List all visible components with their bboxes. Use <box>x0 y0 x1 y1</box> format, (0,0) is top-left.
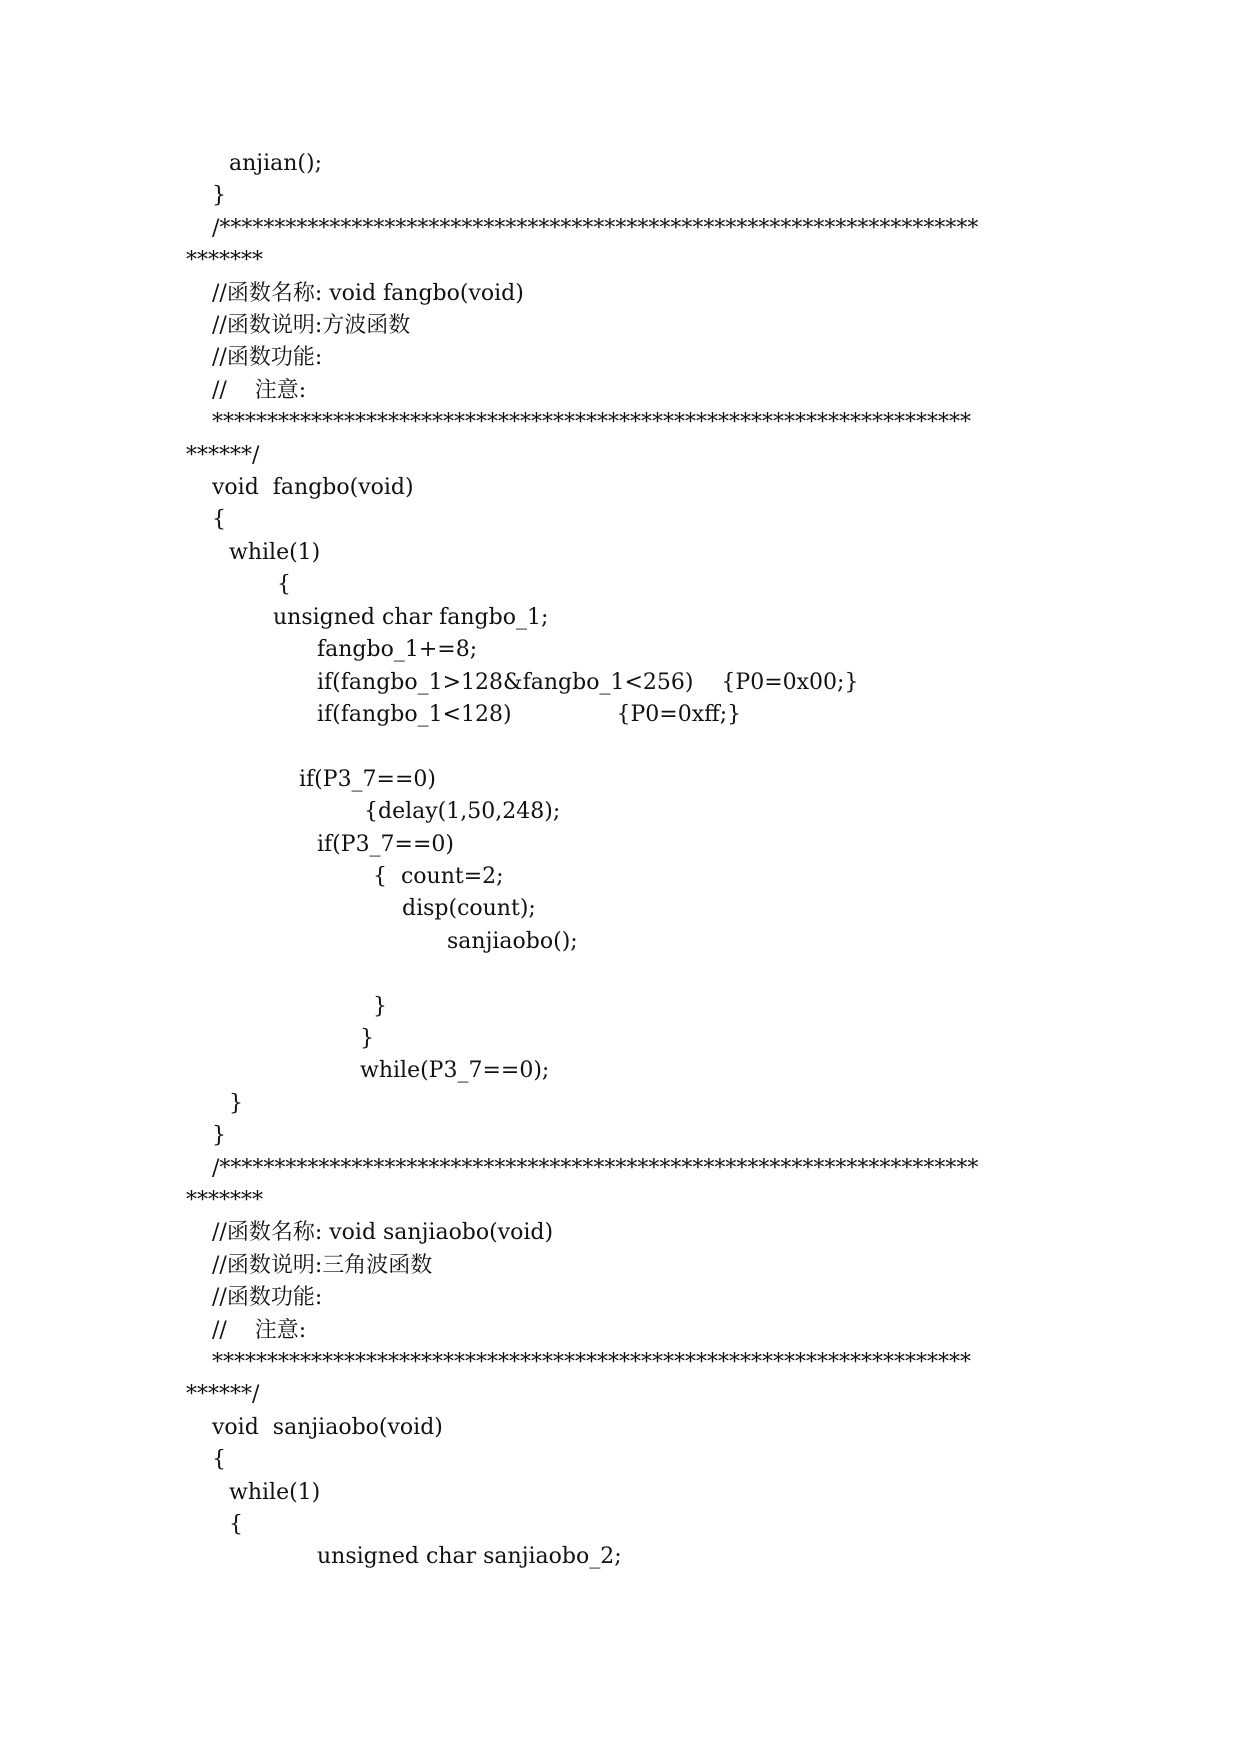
code-line: unsigned char sanjiaobo_2; <box>317 1544 622 1569</box>
code-line: while(1) <box>229 1480 321 1505</box>
code-line: { <box>212 1447 226 1472</box>
code-line: if(P3_7==0) <box>299 767 437 792</box>
code-line: while(P3_7==0); <box>360 1058 550 1083</box>
code-line: if(fangbo_1<128) {P0=0xff;} <box>317 702 742 727</box>
code-line: //函数功能: <box>212 1285 323 1310</box>
code-line: } <box>373 994 387 1019</box>
code-line: //函数说明:三角波函数 <box>212 1253 433 1278</box>
code-line: } <box>212 1123 226 1148</box>
code-line: /********************************************************************* <box>212 1156 979 1181</box>
code-line: fangbo_1+=8; <box>317 637 478 662</box>
code-line: { <box>212 507 226 532</box>
code-line: unsigned char fangbo_1; <box>273 605 549 630</box>
code-line: anjian(); <box>229 151 323 176</box>
code-line: while(1) <box>229 540 321 565</box>
code-line: if(P3_7==0) <box>317 832 455 857</box>
code-line: //函数名称: void sanjiaobo(void) <box>212 1220 554 1245</box>
code-line: { <box>229 1512 243 1537</box>
code-line: { <box>277 572 291 597</box>
code-line: // 注意: <box>212 1318 307 1343</box>
code-line: { count=2; <box>373 864 504 889</box>
code-line: //函数说明:方波函数 <box>212 313 411 338</box>
code-line: ******/ <box>186 443 260 468</box>
code-line: ******* <box>186 248 263 273</box>
code-line: /********************************************************************* <box>212 216 979 241</box>
code-line: ********************************************************************* <box>212 1350 971 1375</box>
code-line: sanjiaobo(); <box>447 929 578 954</box>
code-line: if(fangbo_1>128&fangbo_1<256) {P0=0x00;} <box>317 670 859 695</box>
code-line: //函数功能: <box>212 345 323 370</box>
code-line: ********************************************************************* <box>212 410 971 435</box>
code-line: //函数名称: void fangbo(void) <box>212 281 524 306</box>
code-line: void sanjiaobo(void) <box>212 1415 443 1440</box>
code-line: // 注意: <box>212 378 307 403</box>
code-line: disp(count); <box>402 896 536 921</box>
code-line: } <box>360 1026 374 1051</box>
code-line: void fangbo(void) <box>212 475 414 500</box>
code-line: } <box>229 1091 243 1116</box>
code-line: {delay(1,50,248); <box>364 799 561 824</box>
code-line: ******/ <box>186 1382 260 1407</box>
code-line: ******* <box>186 1188 263 1213</box>
code-line: } <box>212 183 226 208</box>
